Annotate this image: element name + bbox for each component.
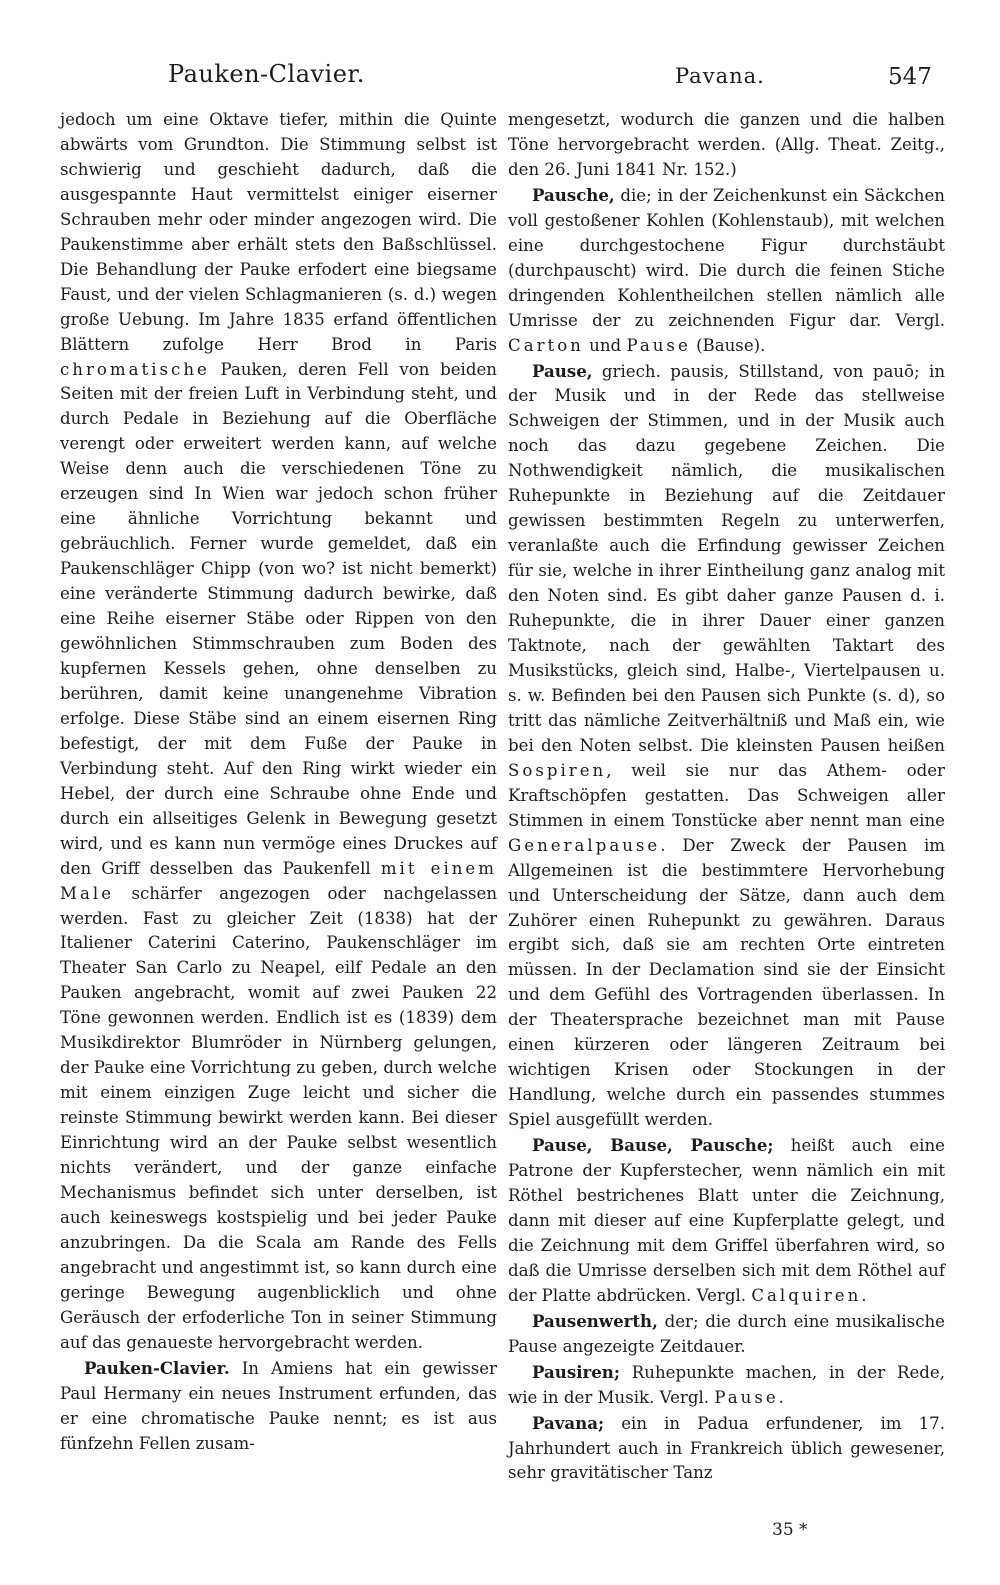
- body-text: mengesetzt, wodurch die ganzen und die halben Töne hervorgebracht werden. (Allg. Theat. Zeitg., den 26. Juni 1841 Nr. 152.): [508, 110, 945, 179]
- header-left-title: Pauken-Clavier.: [168, 60, 365, 88]
- spaced-emphasis: Sospiren: [508, 760, 607, 780]
- spaced-emphasis: Generalpause: [508, 835, 661, 855]
- left-column: [60, 108, 497, 1456]
- headword: Pausiren;: [532, 1361, 620, 1382]
- spaced-emphasis: chromatische: [60, 359, 210, 379]
- body-text: heißt auch eine Patrone der Kupferstecher, wenn nämlich ein mit Röthel bestrichenes Blatt unter die Zeichnung, dann mit dieser auf eine Kupferplatte gelegt, und die Zeichnung mit dem Griffel überfahren wird, so daß die Umrisse derselben sich mit dem Röthel auf der Platte abdrücken. Vergl.: [508, 1136, 945, 1305]
- entry-pause: [508, 359, 945, 1134]
- body-text: (Bause).: [696, 335, 766, 355]
- headword: Pausche,: [532, 184, 615, 205]
- right-column: [508, 108, 945, 1486]
- entry-pauken-clavier-continuation: [508, 108, 945, 183]
- signature-mark: 35 *: [772, 1520, 808, 1540]
- body-text: In Amiens hat ein gewisser Paul Hermany ein neues Instrument erfunden, das er eine chromatische Pauke nennt; es ist aus fünfzehn Fellen zusam-: [60, 1358, 497, 1453]
- running-header: [0, 60, 1000, 100]
- cross-reference: Calquiren: [751, 1285, 862, 1305]
- entry-pavana: [508, 1411, 945, 1487]
- entry-pause-bause-pausche: [508, 1133, 945, 1309]
- body-text: Ruhepunkte machen, in der Rede, wie in der Musik. Vergl.: [508, 1362, 945, 1407]
- body-text: ein in Padua erfundener, im 17. Jahrhundert auch in Frankreich üblich gewesener, sehr gravitätischer Tanz: [508, 1413, 945, 1483]
- entry-pausche: [508, 183, 945, 359]
- headword: Pause, Bause, Pausche;: [532, 1135, 774, 1156]
- body-text: , weil sie nur das Athem- oder Kraftschöpfen gestatten. Das Schweigen aller Stimmen in einem Tonstücke aber nennt man eine: [508, 760, 945, 830]
- cross-reference: Carton: [508, 335, 584, 355]
- body-text: . Der Zweck der Pausen im Allgemeinen ist die bestimmtere Hervorhebung und Unterscheidung der Sätze, dann auch dem Zuhörer einen Ruhepunkt zu gewähren. Daraus ergibt sich, daß sie am rechten Orte eintreten müssen. In der Declamation sind sie der Einsicht und dem Gefühl des Vortragenden überlassen. In der Theatersprache bezeichnet man mit Pause einen kürzeren oder längeren Zeitraum bei wichtigen Krisen oder Stockungen in der Handlung, welche durch ein passendes stummes Spiel ausgefüllt werden.: [508, 835, 945, 1130]
- body-text: jedoch um eine Oktave tiefer, mithin die Quinte abwärts vom Grundton. Die Stimmung selbst ist schwierig und geschieht dadurch, daß die ausgespannte Haut vermittelst einiger eiserner Schrauben mehr oder minder angezogen wird. Die Paukenstimme aber erhält stets den Baßschlüssel. Die Behandlung der Pauke erfodert eine biegsame Faust, und der vielen Schlagmanieren (s. d.) wegen große Uebung. Im Jahre 1835 erfand öffentlichen Blättern zufolge Herr Brod in Paris: [60, 110, 497, 354]
- entry-pauke-continuation: [60, 108, 497, 1356]
- headword: Pausenwerth,: [532, 1310, 658, 1331]
- spaced-emphasis: mit einem Male: [60, 858, 497, 903]
- body-text: griech. pausis, Stillstand, von pauō; in der Musik und in der Rede das stellweise Schweigen der Stimmen, und in der Musik auch noch das dazu gegebene Zeichen. Die Nothwendigkeit nämlich, die musikalischen Ruhepunkte in Beziehung auf die Zeitdauer gewissen bestimmten Regeln zu unterwerfen, veranlaßte auch die Erfindung gewisser Zeichen für sie, welche in ihrer Eintheilung ganz analog mit den Noten sind. Es gibt daher ganze Pausen d. i. Ruhepunkte, die in ihrer Dauer einer ganzen Taktnote, nach der gewählten Taktart des Musikstücks, gleich sind, Halbe-, Viertelpausen u. s. w. Befinden bei den Pausen sich Punkte (s. d), so tritt das nämliche Zeitverhältniß und Maß ein, wie bei den Noten selbst. Die kleinsten Pausen heißen: [508, 361, 946, 755]
- cross-reference: Pause: [714, 1387, 779, 1407]
- body-text: schärfer angezogen oder nachgelassen werden. Fast zu gleicher Zeit (1838) hat der Italiener Caterini Caterino, Paukenschläger im Theater San Carlo zu Neapel, eilf Pedale an den Pauken angebracht, womit auf zwei Pauken 22 Töne gewonnen werden. Endlich ist es (1839) dem Musikdirektor Blumröder in Nürnberg gelungen, der Pauke eine Vorrichtung zu geben, durch welche mit einem einzigen Zuge leicht und sicher die reinste Stimmung bewirkt werden kann. Bei dieser Einrichtung wird an der Pauke selbst wesentlich nichts verändert, und der ganze einfache Mechanismus befindet sich unter derselben, ist auch keineswegs kostspielig und bei jeder Pauke anzubringen. Da die Scala am Rande des Fells angebracht und angestimmt ist, so kann durch eine geringe Bewegung augenblicklich und ohne Geräusch der erfoderliche Ton in seiner Stimmung auf das genaueste hervorgebracht werden.: [60, 883, 498, 1352]
- headword: Pause,: [532, 360, 593, 381]
- body-text: .: [861, 1285, 867, 1305]
- page-number: 547: [888, 64, 932, 90]
- body-text: .: [778, 1387, 784, 1407]
- cross-reference: Pause: [626, 335, 691, 355]
- body-text: der; die durch eine musikalische Pause angezeigte Zeitdauer.: [508, 1311, 945, 1356]
- body-text: Pauken, deren Fell von beiden Seiten mit der freien Luft in Verbindung steht, und durch Pedale in Beziehung auf die Oberfläche verengt oder erweitert werden kann, auf welche Weise denn auch die verschiedenen Töne zu erzeugen sind In Wien war jedoch schon früher eine ähnliche Vorrichtung bekannt und gebräuchlich. Ferner wurde gemeldet, daß ein Paukenschläger Chipp (von wo? ist nicht bemerkt) eine veränderte Stimmung dadurch bewirke, daß eine Reihe eiserner Stäbe oder Rippen von den gewöhnlichen Stimmschrauben zum Boden des kupfernen Kessels gehen, ohne denselben zu berühren, damit keine unangenehme Vibration erfolge. Diese Stäbe sind an einem eisernen Ring befestigt, der mit dem Fuße der Pauke in Verbindung steht. Auf den Ring wirkt wieder ein Hebel, der durch eine Schraube ohne Ende und durch ein allseitiges Gelenk in Bewegung gesetzt wird, und es kann nun vermöge eines Druckes auf den Griff desselben das Paukenfell: [60, 359, 497, 878]
- entry-pauken-clavier: [60, 1356, 497, 1457]
- headword: Pavana;: [532, 1412, 605, 1433]
- header-right-title: Pavana.: [675, 64, 765, 88]
- body-text: die; in der Zeichenkunst ein Säckchen voll gestoßener Kohlen (Kohlenstaub), mit welchen eine durchgestochene Figur durchstäubt (durchpauscht) wird. Die durch die feinen Stiche dringenden Kohlentheilchen stellen nämlich alle Umrisse der zu zeichnenden Figur dar. Vergl.: [508, 185, 945, 330]
- entry-pausiren: [508, 1360, 945, 1411]
- headword: Pauken-Clavier.: [84, 1357, 230, 1378]
- entry-pausenwerth: [508, 1309, 945, 1360]
- body-text: und: [589, 335, 622, 355]
